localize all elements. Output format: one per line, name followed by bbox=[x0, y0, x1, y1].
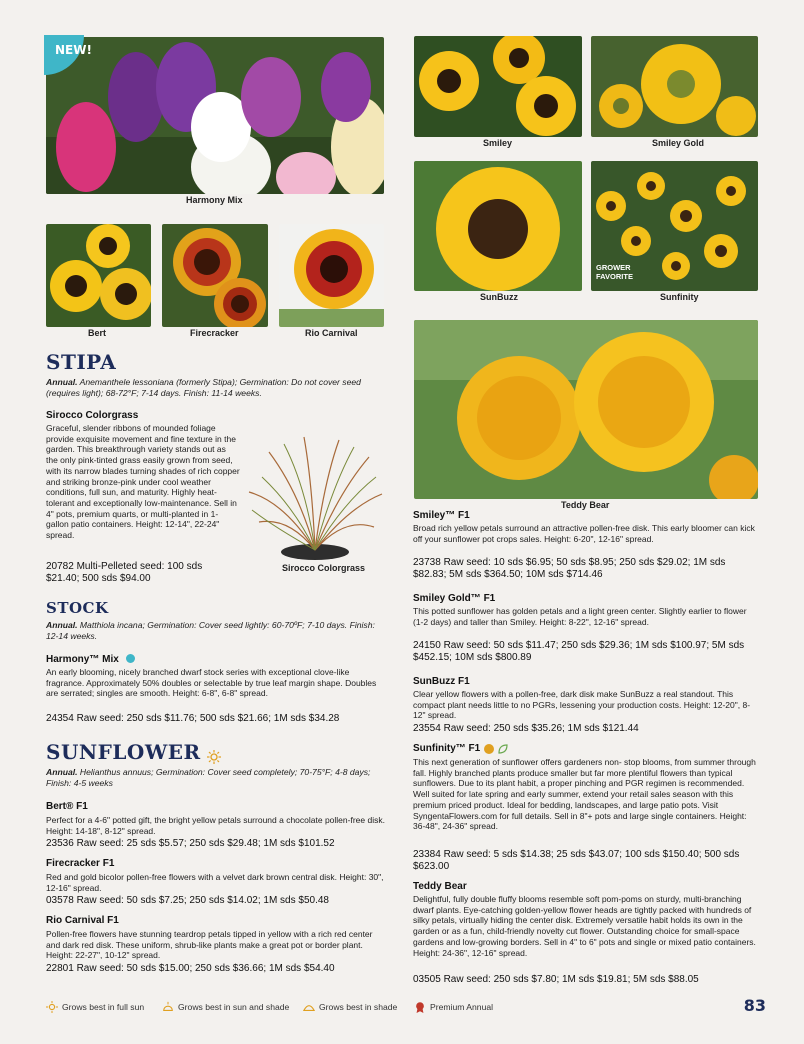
stock-lead: Annual. Matthiola incana; Germination: Cover seed lightly: 60-70ºF; 7-10 days. Finish: 12-14 weeks. bbox=[46, 620, 375, 641]
caption-sunbuzz: SunBuzz bbox=[480, 292, 518, 302]
firecracker-desc: Red and gold bicolor pollen-free flowers with a velvet dark brown central disk. Height: 30", 12-16" spread. bbox=[46, 872, 384, 893]
sunfinity-name: Sunfinity™ F1 bbox=[413, 743, 508, 754]
sirocco-price-1: 20782 Multi-Pelleted seed: 100 sds bbox=[46, 561, 203, 572]
sirocco-colorgrass-photo bbox=[244, 432, 386, 562]
smiley-name: Smiley™ F1 bbox=[413, 510, 470, 521]
caption-smiley-gold: Smiley Gold bbox=[652, 138, 705, 148]
smiley-price: 23738 Raw seed: 10 sds $6.95; 50 sds $8.95; 250 sds $29.02; 1M sds $82.83; 5M sds $364.50; 10M sds $714.46 bbox=[413, 557, 726, 580]
new-badge-label: NEW! bbox=[55, 43, 92, 57]
sun-shade-icon bbox=[162, 1001, 174, 1013]
sunbuzz-name: SunBuzz F1 bbox=[413, 676, 470, 687]
sunbuzz-photo bbox=[414, 161, 582, 291]
teddy-bear-photo bbox=[414, 320, 758, 499]
grower-favorite-badge bbox=[596, 263, 644, 287]
firecracker-name: Firecracker F1 bbox=[46, 858, 115, 869]
fragrance-icon bbox=[126, 654, 135, 663]
sirocco-price-2: $21.40; 500 sds $94.00 bbox=[46, 573, 151, 584]
smiley-gold-price: 24150 Raw seed: 50 sds $11.47; 250 sds $29.36; 1M sds $100.97; 5M sds $452.15; 10M sds $800.89 bbox=[413, 640, 745, 663]
bert-name: Bert® F1 bbox=[46, 801, 88, 812]
sunfinity-desc: This next generation of sunflower offers gardeners non- stop blooms, from summer through fall. Highly branched plants produce smaller but far more plentiful flowers than typical sunflowers. Due to its plant habit, a proper pinching and PGR regimen is recommended. Well suited for late spring and early summer, extend your retail sales season with this premium priced product. Ideal for bedding, landscapes, and large patio pots. Visit SyngentaFlowers.com for full details. Sell in 8"+ pots and large single containers. Height: 36-48", 24-36" spread. bbox=[413, 757, 756, 832]
leaf-icon bbox=[498, 744, 508, 754]
firecracker-photo bbox=[162, 224, 268, 327]
sunflower-lead: Annual. Helianthus annuus; Germination: Cover seed completely; 70-75°F; 4-8 days; Finish: 4-5 weeks bbox=[46, 767, 371, 788]
teddy-bear-name: Teddy Bear bbox=[413, 881, 467, 892]
legend-shade: Grows best in shade bbox=[303, 1001, 397, 1013]
caption-harmony-mix: Harmony Mix bbox=[186, 195, 243, 205]
stock-heading: STOCK bbox=[46, 599, 109, 617]
bert-desc: Perfect for a 4-6" potted gift, the bright yellow petals surround a chocolate pollen-free disk. Height: 14-18", 8-12" spread. bbox=[46, 815, 385, 836]
smiley-gold-desc: This potted sunflower has golden petals and a light green center. Slightly earlier to flower (1-2 days) and taller than Smiley. Height: 8-22", 12-16" spread. bbox=[413, 606, 747, 627]
sun-shade-icon bbox=[484, 744, 494, 754]
page-number: 83 bbox=[743, 996, 766, 1015]
sunfinity-price: 23384 Raw seed: 5 sds $14.38; 25 sds $43.07; 100 sds $150.40; 500 sds $623.00 bbox=[413, 849, 740, 872]
teddy-bear-desc: Delightful, fully double fluffy blooms resemble soft pom-poms on sturdy, multi-branching dwarf plants. Eye-catching golden-yellow flower heads are tightly packed with hundreds of silky petals, virtually hiding the center disk. Extremely versatile habit holds its own in the garden or as a fun, child-friendly novelty cut flower. Outstanding choice for small-space gardens and low-growing borders. Sell in 4" to 6" pots and single or mixed patio containers. Height: 24-36", 12-16" spread. bbox=[413, 894, 756, 958]
caption-bert: Bert bbox=[88, 328, 107, 338]
rio-carnival-price: 22801 Raw seed: 50 sds $15.00; 250 sds $36.66; 1M sds $54.40 bbox=[46, 963, 335, 974]
legend-premium: Premium Annual bbox=[414, 1001, 493, 1013]
smiley-gold-photo bbox=[591, 36, 758, 137]
smiley-photo bbox=[414, 36, 582, 137]
sunbuzz-desc: Clear yellow flowers with a pollen-free, dark disk make SunBuzz a real standout. This compact plant needs little to no PGRs, lessening your production costs. Height: 12-20", 8-12" spread. bbox=[413, 689, 751, 721]
premium-annual-icon bbox=[414, 1001, 426, 1013]
harmony-mix-desc: An early blooming, nicely branched dwarf stock series with exceptional clove-like fragrance. Approximately 50% doubles or selectable by true leaf margin shape. Doubles are serrated; singles are smooth. Height: 6-8", 6-8" spread. bbox=[46, 667, 377, 699]
rio-carnival-desc: Pollen-free flowers have stunning teardrop petals tipped in yellow with a rich red center and dark red disk. These uniform, shrub-like plants make a great pot or border plant. Height: 22-27", 10-12" spread. bbox=[46, 929, 373, 961]
rio-carnival-name: Rio Carnival F1 bbox=[46, 915, 119, 926]
sunflower-heading: SUNFLOWER bbox=[46, 740, 221, 764]
sirocco-name: Sirocco Colorgrass bbox=[46, 410, 139, 421]
caption-sunfinity: Sunfinity bbox=[660, 292, 699, 302]
sirocco-desc: Graceful, slender ribbons of mounded foliage provide exquisite movement and fine texture in the garden. This breakthrough variety stands out as the only pink-tinted grass easily grown from seed, with its narrow blades turning shades of rich copper and striking bronze-pink under cool weather conditions, full sun, and maturity. Highly heat-tolerant and exceptionally low-maintenance. Sell in 4" pots, premium quarts, or multi-planted in 1-gallon patio containers. Height: 12-14", 22-24" spread. bbox=[46, 423, 240, 541]
stipa-heading: STIPA bbox=[46, 350, 117, 374]
stipa-lead: Annual. Anemanthele lessoniana (formerly Stipa); Germination: Do not cover seed (requires light); 68-72°F; 7-14 days. Finish: 11-14 weeks. bbox=[46, 377, 361, 398]
harmony-mix-price: 24354 Raw seed: 250 sds $11.76; 500 sds $21.66; 1M sds $34.28 bbox=[46, 713, 340, 724]
harmony-mix-name: Harmony™ Mix bbox=[46, 654, 135, 665]
bert-photo bbox=[46, 224, 151, 327]
smiley-desc: Broad rich yellow petals surround an attractive pollen-free disk. This early bloomer can kick off your sunflower pot crops sales. Height: 6-20", 12-16" spread. bbox=[413, 523, 755, 544]
shade-icon bbox=[303, 1001, 315, 1013]
legend-full-sun: Grows best in full sun bbox=[46, 1001, 144, 1013]
teddy-bear-price: 03505 Raw seed: 250 sds $7.80; 1M sds $19.81; 5M sds $88.05 bbox=[413, 974, 699, 985]
rio-carnival-photo bbox=[279, 224, 384, 327]
grower-favorite-line-2: FAVORITE bbox=[596, 272, 633, 281]
caption-teddy-bear: Teddy Bear bbox=[561, 500, 610, 510]
smiley-gold-name: Smiley Gold™ F1 bbox=[413, 593, 496, 604]
firecracker-price: 03578 Raw seed: 50 sds $7.25; 250 sds $14.02; 1M sds $50.48 bbox=[46, 895, 329, 906]
caption-firecracker: Firecracker bbox=[190, 328, 239, 338]
full-sun-icon bbox=[207, 745, 221, 759]
harmony-mix-photo bbox=[46, 37, 384, 194]
caption-sirocco: Sirocco Colorgrass bbox=[282, 563, 366, 573]
sunbuzz-price: 23554 Raw seed: 250 sds $35.26; 1M sds $121.44 bbox=[413, 723, 639, 734]
caption-rio-carnival: Rio Carnival bbox=[305, 328, 358, 338]
grower-favorite-line-1: GROWER bbox=[596, 263, 631, 272]
bert-price: 23536 Raw seed: 25 sds $5.57; 250 sds $29.48; 1M sds $101.52 bbox=[46, 838, 335, 849]
full-sun-icon bbox=[46, 1001, 58, 1013]
legend-sun-shade: Grows best in sun and shade bbox=[162, 1001, 289, 1013]
caption-smiley: Smiley bbox=[483, 138, 513, 148]
